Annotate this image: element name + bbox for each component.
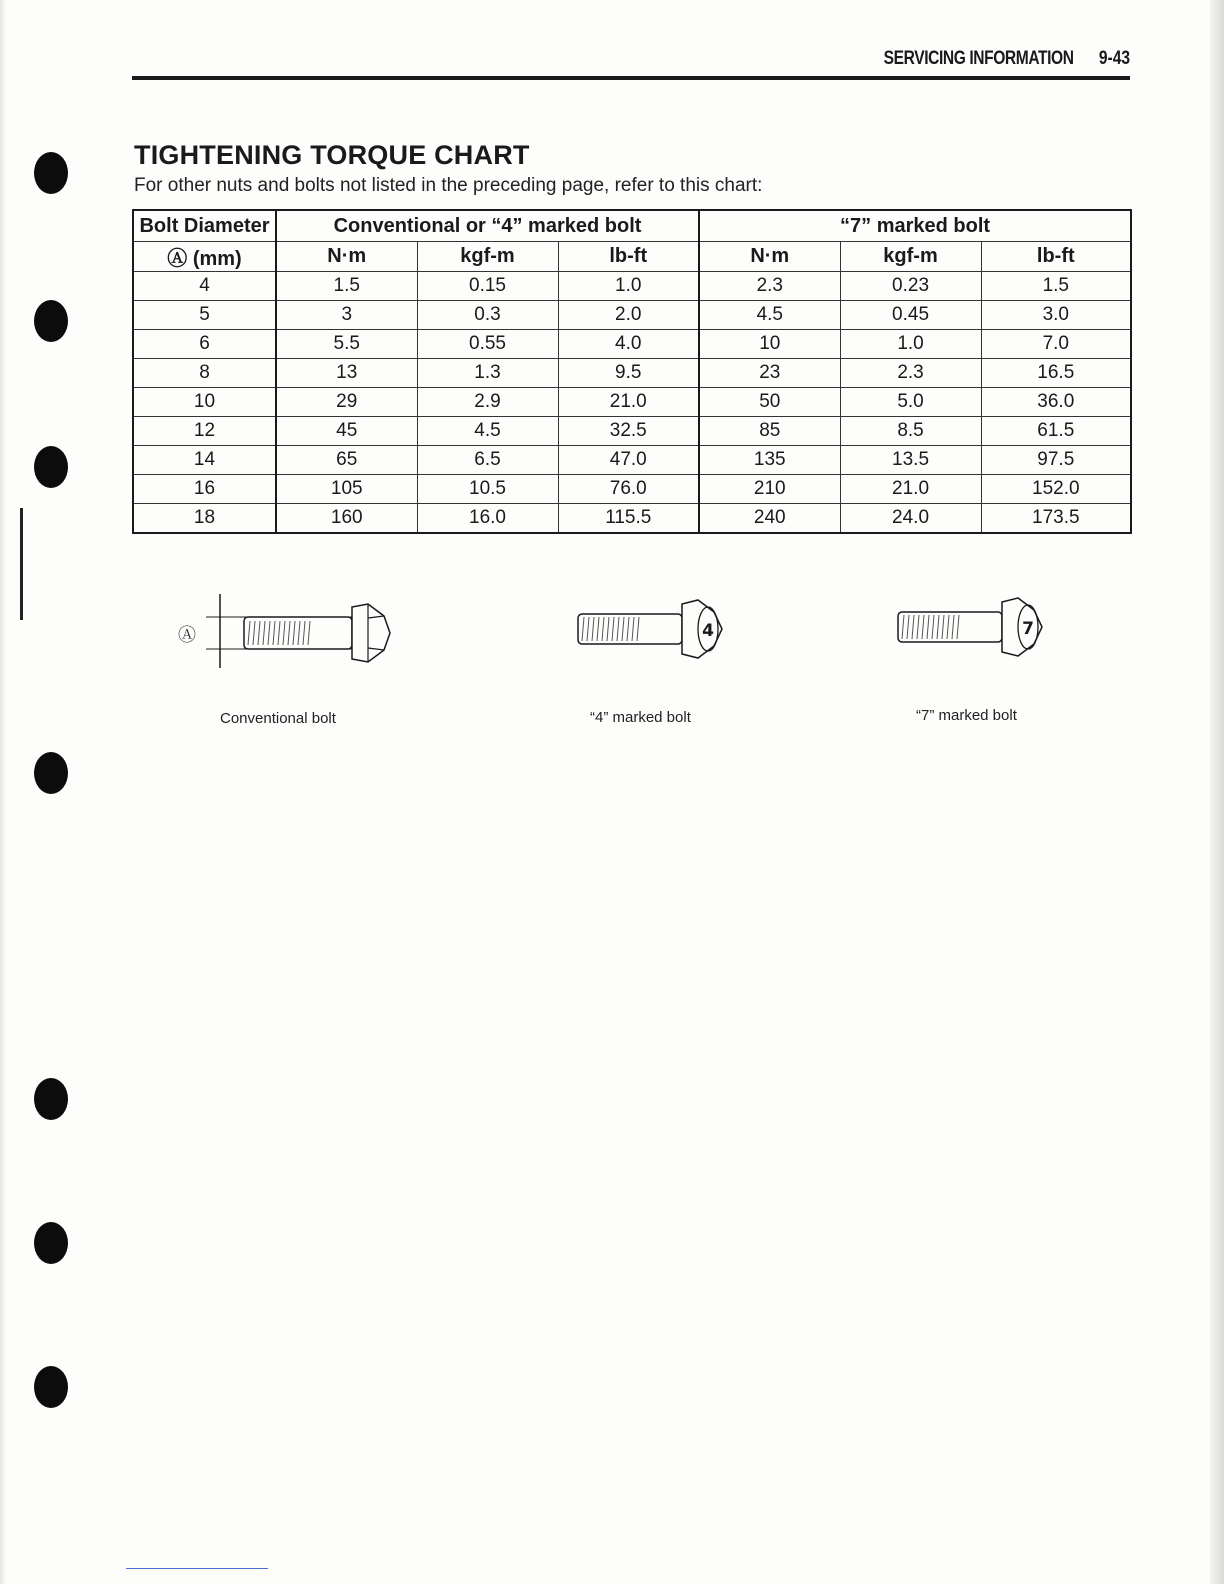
caption-four-marked-bolt: “4” marked bolt: [590, 709, 691, 726]
footer-rule: [126, 1568, 268, 1569]
page-left-edge: [0, 0, 6, 1584]
torque-value-cell: 1.3: [417, 359, 558, 388]
torque-value-cell: 8.5: [840, 417, 981, 446]
torque-value-cell: 65: [276, 446, 417, 475]
unit-header: lb-ft: [558, 242, 699, 272]
bolt-diameter-cell: 8: [133, 359, 276, 388]
torque-value-cell: 2.3: [840, 359, 981, 388]
torque-value-cell: 97.5: [981, 446, 1131, 475]
bolt-diameter-cell: 12: [133, 417, 276, 446]
torque-value-cell: 4.0: [558, 330, 699, 359]
unit-header: kgf-m: [840, 242, 981, 272]
torque-value-cell: 0.45: [840, 301, 981, 330]
torque-value-cell: 61.5: [981, 417, 1131, 446]
unit-header: kgf-m: [417, 242, 558, 272]
unit-row: [133, 242, 1131, 272]
table-row: [133, 417, 1131, 446]
torque-value-cell: 1.5: [981, 272, 1131, 301]
torque-value-cell: 0.3: [417, 301, 558, 330]
torque-value-cell: 3.0: [981, 301, 1131, 330]
unit-header: N·m: [699, 242, 840, 272]
unit-header: N·m: [276, 242, 417, 272]
head-mark-seven: 7: [1022, 619, 1034, 639]
unit-header: lb-ft: [981, 242, 1131, 272]
torque-value-cell: 21.0: [840, 475, 981, 504]
bolt-diameter-cell: 6: [133, 330, 276, 359]
bolt-diameter-unit: Ⓐ (mm): [133, 242, 276, 272]
caption-seven-marked-bolt: “7” marked bolt: [916, 707, 1017, 724]
bolt-diameter-cell: 16: [133, 475, 276, 504]
torque-value-cell: 0.15: [417, 272, 558, 301]
binder-hole: [34, 1366, 68, 1408]
torque-value-cell: 173.5: [981, 504, 1131, 534]
table-row: [133, 301, 1131, 330]
torque-value-cell: 16.0: [417, 504, 558, 534]
bolt-head: [352, 604, 390, 662]
binder-hole: [34, 152, 68, 194]
seven-marked-bolt-figure: [894, 594, 1054, 664]
torque-value-cell: 10.5: [417, 475, 558, 504]
torque-value-cell: 13: [276, 359, 417, 388]
torque-table-body: [133, 272, 1131, 534]
binder-hole: [34, 1078, 68, 1120]
torque-value-cell: 23: [699, 359, 840, 388]
torque-value-cell: 5.5: [276, 330, 417, 359]
table-row: [133, 359, 1131, 388]
torque-value-cell: 24.0: [840, 504, 981, 534]
table-row: [133, 504, 1131, 534]
bolt-diameter-cell: 10: [133, 388, 276, 417]
bolt-diameter-cell: 4: [133, 272, 276, 301]
torque-value-cell: 10: [699, 330, 840, 359]
torque-value-cell: 2.3: [699, 272, 840, 301]
bolt-diameter-header: Bolt Diameter: [133, 210, 276, 242]
torque-value-cell: 0.55: [417, 330, 558, 359]
table-row: [133, 446, 1131, 475]
torque-value-cell: 105: [276, 475, 417, 504]
torque-value-cell: 1.5: [276, 272, 417, 301]
running-head: [134, 44, 1130, 74]
dimension-label: Ⓐ: [178, 625, 196, 646]
torque-value-cell: 4.5: [417, 417, 558, 446]
head-mark-four: 4: [702, 621, 714, 641]
bolt-diameter-cell: 5: [133, 301, 276, 330]
torque-value-cell: 16.5: [981, 359, 1131, 388]
bolt-diameter-cell: 18: [133, 504, 276, 534]
table-row: [133, 388, 1131, 417]
bolt-diameter-cell: 14: [133, 446, 276, 475]
header-rule: [132, 76, 1130, 80]
torque-value-cell: 13.5: [840, 446, 981, 475]
torque-value-cell: 210: [699, 475, 840, 504]
torque-value-cell: 32.5: [558, 417, 699, 446]
conventional-bolt-figure: [172, 592, 402, 682]
table-row: [133, 272, 1131, 301]
four-marked-bolt-figure: [574, 596, 734, 666]
torque-value-cell: 135: [699, 446, 840, 475]
page-number: 9-43: [1098, 48, 1130, 69]
table-row: [133, 475, 1131, 504]
torque-value-cell: 36.0: [981, 388, 1131, 417]
torque-value-cell: 76.0: [558, 475, 699, 504]
torque-value-cell: 6.5: [417, 446, 558, 475]
torque-value-cell: 152.0: [981, 475, 1131, 504]
torque-value-cell: 5.0: [840, 388, 981, 417]
torque-value-cell: 2.0: [558, 301, 699, 330]
torque-value-cell: 115.5: [558, 504, 699, 534]
torque-value-cell: 85: [699, 417, 840, 446]
margin-mark: [20, 508, 23, 620]
torque-value-cell: 47.0: [558, 446, 699, 475]
torque-value-cell: 0.23: [840, 272, 981, 301]
torque-value-cell: 7.0: [981, 330, 1131, 359]
intro-text: For other nuts and bolts not listed in the preceding page, refer to this chart:: [134, 175, 763, 196]
binder-hole: [34, 1222, 68, 1264]
binder-hole: [34, 300, 68, 342]
group-header-seven: “7” marked bolt: [699, 210, 1131, 242]
torque-value-cell: 21.0: [558, 388, 699, 417]
torque-table: [132, 209, 1132, 534]
torque-value-cell: 2.9: [417, 388, 558, 417]
group-header-conventional: Conventional or “4” marked bolt: [276, 210, 699, 242]
torque-value-cell: 9.5: [558, 359, 699, 388]
torque-value-cell: 1.0: [840, 330, 981, 359]
table-row: [133, 330, 1131, 359]
torque-value-cell: 1.0: [558, 272, 699, 301]
torque-value-cell: 4.5: [699, 301, 840, 330]
torque-value-cell: 29: [276, 388, 417, 417]
torque-value-cell: 45: [276, 417, 417, 446]
running-head-section: SERVICING INFORMATION: [884, 48, 1074, 69]
page-right-edge: [1210, 0, 1224, 1584]
torque-value-cell: 240: [699, 504, 840, 534]
binder-hole: [34, 752, 68, 794]
torque-value-cell: 50: [699, 388, 840, 417]
torque-value-cell: 3: [276, 301, 417, 330]
caption-conventional-bolt: Conventional bolt: [220, 710, 336, 727]
page-title: TIGHTENING TORQUE CHART: [134, 140, 530, 170]
binder-hole: [34, 446, 68, 488]
torque-value-cell: 160: [276, 504, 417, 534]
